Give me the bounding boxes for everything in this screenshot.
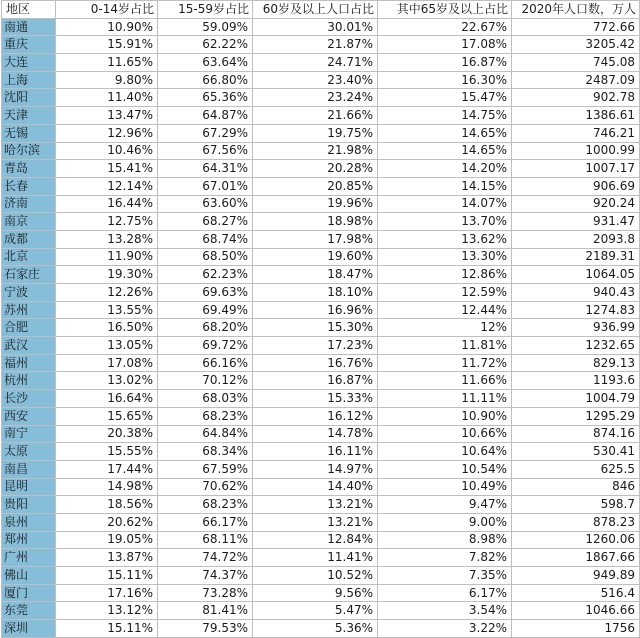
population-cell: 1000.99 [512,142,640,160]
table-row [2,513,640,531]
table-row [2,319,640,337]
age-0-14-cell: 17.44% [56,460,158,478]
table-row [2,531,640,549]
age-0-14-cell: 20.38% [56,425,158,443]
region-cell: 泉州 [2,513,56,531]
age-65-plus-cell: 9.00% [378,513,512,531]
region-cell: 佛山 [2,567,56,585]
age-15-59-cell: 68.34% [158,443,253,461]
table-row [2,372,640,390]
region-cell: 宁波 [2,284,56,302]
population-cell: 906.69 [512,177,640,195]
age-60-plus-cell: 11.41% [253,549,378,567]
age-15-59-cell: 68.11% [158,531,253,549]
age-15-59-cell: 74.72% [158,549,253,567]
age-65-plus-cell: 10.64% [378,443,512,461]
population-cell: 516.4 [512,584,640,602]
population-cell: 1756 [512,620,640,638]
region-cell: 东莞 [2,602,56,620]
age-60-plus-cell: 14.40% [253,478,378,496]
age-0-14-cell: 13.12% [56,602,158,620]
region-cell: 成都 [2,230,56,248]
age-15-59-cell: 67.29% [158,124,253,142]
age-0-14-cell: 19.05% [56,531,158,549]
age-0-14-cell: 13.02% [56,372,158,390]
table-row [2,213,640,231]
age-65-plus-cell: 10.54% [378,460,512,478]
age-0-14-cell: 13.55% [56,301,158,319]
age-15-59-cell: 69.63% [158,284,253,302]
population-cell: 902.78 [512,89,640,107]
age-0-14-cell: 20.62% [56,513,158,531]
table-row [2,478,640,496]
age-65-plus-cell: 9.47% [378,496,512,514]
population-cell: 1260.06 [512,531,640,549]
population-cell: 1274.83 [512,301,640,319]
region-cell: 济南 [2,195,56,213]
age-15-59-cell: 68.23% [158,496,253,514]
population-cell: 772.66 [512,18,640,36]
age-60-plus-cell: 21.98% [253,142,378,160]
table-row [2,567,640,585]
age-60-plus-cell: 5.47% [253,602,378,620]
table-row [2,266,640,284]
age-60-plus-cell: 18.10% [253,284,378,302]
header-population-2020: 2020年人口数，万人 [512,1,640,19]
header-age-0-14: 0-14岁占比 [56,1,158,19]
age-15-59-cell: 67.01% [158,177,253,195]
age-65-plus-cell: 10.49% [378,478,512,496]
population-cell: 1046.66 [512,602,640,620]
age-0-14-cell: 13.28% [56,230,158,248]
age-60-plus-cell: 20.28% [253,160,378,178]
age-60-plus-cell: 9.56% [253,584,378,602]
age-15-59-cell: 65.36% [158,89,253,107]
table-row [2,460,640,478]
population-cell: 1867.66 [512,549,640,567]
table-row [2,248,640,266]
population-cell: 746.21 [512,124,640,142]
age-65-plus-cell: 11.72% [378,354,512,372]
region-cell: 南京 [2,213,56,231]
table-row [2,443,640,461]
region-cell: 贵阳 [2,496,56,514]
age-15-59-cell: 69.49% [158,301,253,319]
age-60-plus-cell: 16.76% [253,354,378,372]
table-row [2,496,640,514]
age-0-14-cell: 15.11% [56,567,158,585]
age-60-plus-cell: 5.36% [253,620,378,638]
population-cell: 1232.65 [512,337,640,355]
age-60-plus-cell: 19.96% [253,195,378,213]
region-cell: 杭州 [2,372,56,390]
age-60-plus-cell: 18.98% [253,213,378,231]
region-cell: 合肥 [2,319,56,337]
age-65-plus-cell: 3.22% [378,620,512,638]
age-15-59-cell: 68.27% [158,213,253,231]
age-65-plus-cell: 15.47% [378,89,512,107]
age-0-14-cell: 16.44% [56,195,158,213]
age-15-59-cell: 68.03% [158,390,253,408]
table-body [2,18,640,637]
age-0-14-cell: 14.98% [56,478,158,496]
region-cell: 郑州 [2,531,56,549]
age-15-59-cell: 66.17% [158,513,253,531]
population-cell: 2189.31 [512,248,640,266]
age-60-plus-cell: 24.71% [253,54,378,72]
population-cell: 874.16 [512,425,640,443]
age-15-59-cell: 63.60% [158,195,253,213]
age-15-59-cell: 68.20% [158,319,253,337]
age-65-plus-cell: 11.66% [378,372,512,390]
age-65-plus-cell: 14.07% [378,195,512,213]
age-15-59-cell: 73.28% [158,584,253,602]
age-0-14-cell: 15.41% [56,160,158,178]
region-cell: 昆明 [2,478,56,496]
age-65-plus-cell: 14.15% [378,177,512,195]
population-cell: 1064.05 [512,266,640,284]
region-cell: 福州 [2,354,56,372]
population-cell: 1193.6 [512,372,640,390]
age-65-plus-cell: 14.65% [378,142,512,160]
table-row [2,160,640,178]
population-cell: 625.5 [512,460,640,478]
age-15-59-cell: 67.59% [158,460,253,478]
population-cell: 745.08 [512,54,640,72]
age-15-59-cell: 59.09% [158,18,253,36]
population-cell: 846 [512,478,640,496]
population-cell: 1386.61 [512,107,640,125]
age-0-14-cell: 16.50% [56,319,158,337]
age-15-59-cell: 68.23% [158,407,253,425]
table-row [2,584,640,602]
age-65-plus-cell: 17.08% [378,36,512,54]
table-row [2,124,640,142]
table-row [2,425,640,443]
population-cell: 940.43 [512,284,640,302]
table-row [2,107,640,125]
table-row [2,390,640,408]
age-0-14-cell: 10.90% [56,18,158,36]
age-0-14-cell: 15.65% [56,407,158,425]
age-0-14-cell: 13.47% [56,107,158,125]
age-0-14-cell: 17.16% [56,584,158,602]
age-0-14-cell: 12.14% [56,177,158,195]
region-cell: 南昌 [2,460,56,478]
age-0-14-cell: 15.11% [56,620,158,638]
age-15-59-cell: 70.62% [158,478,253,496]
population-cell: 936.99 [512,319,640,337]
table-row [2,36,640,54]
table-row [2,602,640,620]
age-15-59-cell: 69.72% [158,337,253,355]
age-15-59-cell: 66.16% [158,354,253,372]
age-15-59-cell: 64.87% [158,107,253,125]
age-60-plus-cell: 16.87% [253,372,378,390]
age-60-plus-cell: 17.23% [253,337,378,355]
region-cell: 沈阳 [2,89,56,107]
age-65-plus-cell: 14.20% [378,160,512,178]
header-age-60-plus: 60岁及以上人口占比 [253,1,378,19]
table-row [2,54,640,72]
region-cell: 上海 [2,71,56,89]
age-15-59-cell: 67.56% [158,142,253,160]
age-60-plus-cell: 30.01% [253,18,378,36]
population-age-table [1,0,640,638]
age-65-plus-cell: 12.59% [378,284,512,302]
age-15-59-cell: 81.41% [158,602,253,620]
age-60-plus-cell: 21.66% [253,107,378,125]
age-15-59-cell: 68.50% [158,248,253,266]
region-cell: 天津 [2,107,56,125]
age-65-plus-cell: 10.90% [378,407,512,425]
age-65-plus-cell: 3.54% [378,602,512,620]
age-0-14-cell: 18.56% [56,496,158,514]
table-row [2,284,640,302]
age-15-59-cell: 64.31% [158,160,253,178]
age-0-14-cell: 16.64% [56,390,158,408]
table-row [2,407,640,425]
age-15-59-cell: 70.12% [158,372,253,390]
age-60-plus-cell: 14.78% [253,425,378,443]
region-cell: 哈尔滨 [2,142,56,160]
region-cell: 无锡 [2,124,56,142]
age-0-14-cell: 19.30% [56,266,158,284]
age-65-plus-cell: 6.17% [378,584,512,602]
table-row [2,230,640,248]
age-60-plus-cell: 19.75% [253,124,378,142]
age-0-14-cell: 17.08% [56,354,158,372]
region-cell: 深圳 [2,620,56,638]
age-60-plus-cell: 10.52% [253,567,378,585]
table-row [2,89,640,107]
age-0-14-cell: 12.96% [56,124,158,142]
age-60-plus-cell: 20.85% [253,177,378,195]
age-65-plus-cell: 14.75% [378,107,512,125]
age-0-14-cell: 13.87% [56,549,158,567]
age-60-plus-cell: 14.97% [253,460,378,478]
age-65-plus-cell: 12.44% [378,301,512,319]
region-cell: 青岛 [2,160,56,178]
age-60-plus-cell: 12.84% [253,531,378,549]
region-cell: 南通 [2,18,56,36]
age-65-plus-cell: 13.30% [378,248,512,266]
table-row [2,620,640,638]
age-65-plus-cell: 10.66% [378,425,512,443]
population-cell: 931.47 [512,213,640,231]
age-15-59-cell: 63.64% [158,54,253,72]
age-65-plus-cell: 16.87% [378,54,512,72]
age-65-plus-cell: 7.82% [378,549,512,567]
age-65-plus-cell: 11.11% [378,390,512,408]
age-60-plus-cell: 21.87% [253,36,378,54]
age-60-plus-cell: 23.24% [253,89,378,107]
region-cell: 石家庄 [2,266,56,284]
age-15-59-cell: 68.74% [158,230,253,248]
population-cell: 949.89 [512,567,640,585]
population-cell: 829.13 [512,354,640,372]
region-cell: 苏州 [2,301,56,319]
region-cell: 北京 [2,248,56,266]
age-65-plus-cell: 14.65% [378,124,512,142]
table-row [2,195,640,213]
age-0-14-cell: 11.65% [56,54,158,72]
header-region: 地区 [2,1,56,19]
region-cell: 广州 [2,549,56,567]
table-row [2,354,640,372]
population-cell: 920.24 [512,195,640,213]
table-row [2,18,640,36]
population-cell: 878.23 [512,513,640,531]
age-65-plus-cell: 13.70% [378,213,512,231]
age-0-14-cell: 9.80% [56,71,158,89]
table-row [2,337,640,355]
header-age-65-plus: 其中65岁及以上占比 [378,1,512,19]
population-cell: 1007.17 [512,160,640,178]
age-60-plus-cell: 17.98% [253,230,378,248]
age-15-59-cell: 62.23% [158,266,253,284]
region-cell: 南宁 [2,425,56,443]
table-row [2,177,640,195]
age-0-14-cell: 11.40% [56,89,158,107]
region-cell: 武汉 [2,337,56,355]
age-60-plus-cell: 15.33% [253,390,378,408]
population-cell: 598.7 [512,496,640,514]
age-60-plus-cell: 15.30% [253,319,378,337]
age-60-plus-cell: 16.12% [253,407,378,425]
table-row [2,142,640,160]
region-cell: 太原 [2,443,56,461]
population-cell: 2093.8 [512,230,640,248]
age-60-plus-cell: 16.96% [253,301,378,319]
region-cell: 长沙 [2,390,56,408]
age-65-plus-cell: 22.67% [378,18,512,36]
age-60-plus-cell: 23.40% [253,71,378,89]
age-65-plus-cell: 7.35% [378,567,512,585]
age-65-plus-cell: 12.86% [378,266,512,284]
region-cell: 长春 [2,177,56,195]
age-65-plus-cell: 12% [378,319,512,337]
age-15-59-cell: 79.53% [158,620,253,638]
age-0-14-cell: 15.55% [56,443,158,461]
age-65-plus-cell: 11.81% [378,337,512,355]
population-cell: 530.41 [512,443,640,461]
age-60-plus-cell: 16.11% [253,443,378,461]
age-0-14-cell: 12.26% [56,284,158,302]
region-cell: 大连 [2,54,56,72]
region-cell: 厦门 [2,584,56,602]
table-row [2,301,640,319]
region-cell: 重庆 [2,36,56,54]
age-0-14-cell: 10.46% [56,142,158,160]
age-60-plus-cell: 18.47% [253,266,378,284]
age-0-14-cell: 13.05% [56,337,158,355]
table-row [2,71,640,89]
age-60-plus-cell: 13.21% [253,496,378,514]
age-15-59-cell: 66.80% [158,71,253,89]
population-cell: 1295.29 [512,407,640,425]
population-cell: 2487.09 [512,71,640,89]
region-cell: 西安 [2,407,56,425]
age-15-59-cell: 62.22% [158,36,253,54]
population-cell: 3205.42 [512,36,640,54]
age-65-plus-cell: 13.62% [378,230,512,248]
table-row [2,549,640,567]
age-15-59-cell: 64.84% [158,425,253,443]
age-65-plus-cell: 16.30% [378,71,512,89]
age-0-14-cell: 12.75% [56,213,158,231]
header-age-15-59: 15-59岁占比 [158,1,253,19]
age-15-59-cell: 74.37% [158,567,253,585]
header-row [2,1,640,19]
age-60-plus-cell: 13.21% [253,513,378,531]
age-65-plus-cell: 8.98% [378,531,512,549]
age-0-14-cell: 11.90% [56,248,158,266]
age-0-14-cell: 15.91% [56,36,158,54]
age-60-plus-cell: 19.60% [253,248,378,266]
population-cell: 1004.79 [512,390,640,408]
